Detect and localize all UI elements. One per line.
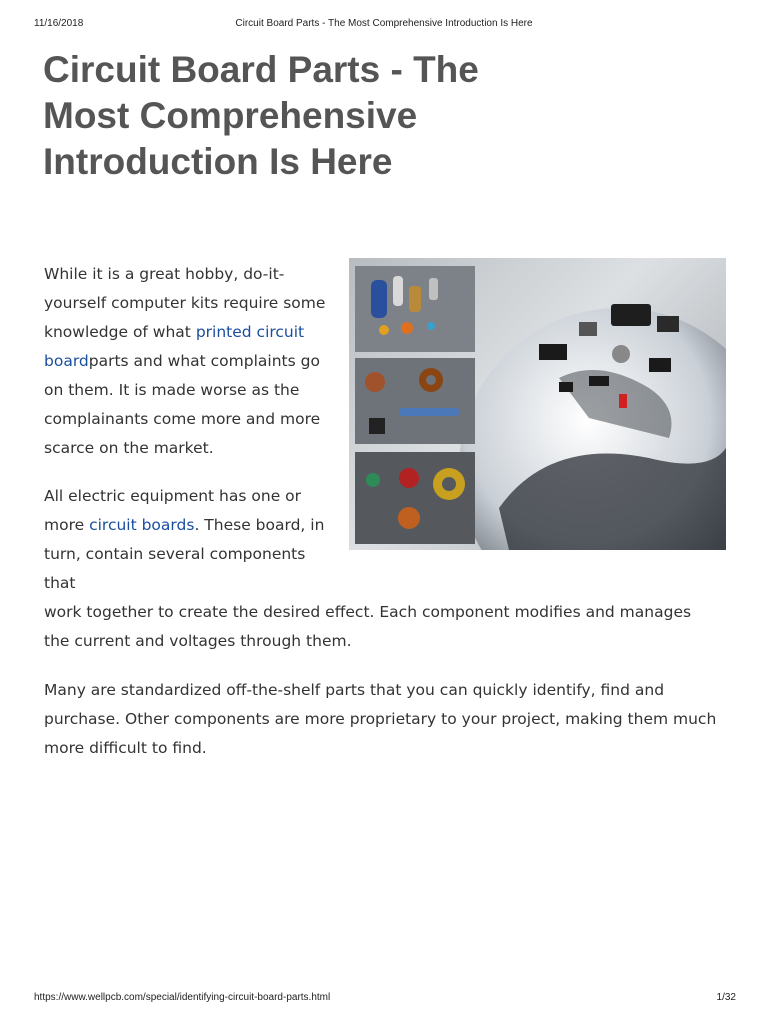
intro-text-after: parts and what complaints go on them. It is made worse as the complainants come more and more scarce on the market.	[44, 352, 321, 457]
intro-paragraph	[44, 260, 344, 463]
page-number: 1/32	[716, 992, 736, 1003]
equipment-text-before: All electric equipment has one or more	[44, 487, 302, 534]
print-header	[0, 18, 768, 32]
page-title: Circuit Board Parts - The Most Comprehensive Introduction Is Here	[43, 49, 479, 182]
print-doc-title: Circuit Board Parts - The Most Comprehensive Introduction Is Here	[235, 18, 533, 29]
print-footer	[0, 992, 768, 1006]
print-date: 11/16/2018	[34, 18, 84, 29]
equipment-paragraph	[44, 482, 704, 656]
equipment-text-mid: . These board, in turn, contain several components that	[44, 516, 325, 592]
equipment-text-wrap	[44, 482, 334, 598]
print-url: https://www.wellpcb.com/special/identifying-circuit-board-parts.html	[34, 992, 331, 1003]
standardized-parts-paragraph: Many are standardized off-the-shelf parts that you can quickly identify, find and purchase. Other components are more proprietary to your project, making them much more difficult to find.	[44, 681, 717, 757]
circuit-boards-link[interactable]: circuit boards	[89, 516, 195, 534]
printed-circuit-board-link[interactable]: printed circuit board	[44, 323, 305, 370]
intro-text-before: While it is a great hobby, do-it-yourself computer kits require some knowledge of what	[44, 265, 326, 341]
equipment-text-after: work together to create the desired effect. Each component modifies and manages the current and voltages through them.	[44, 603, 692, 650]
